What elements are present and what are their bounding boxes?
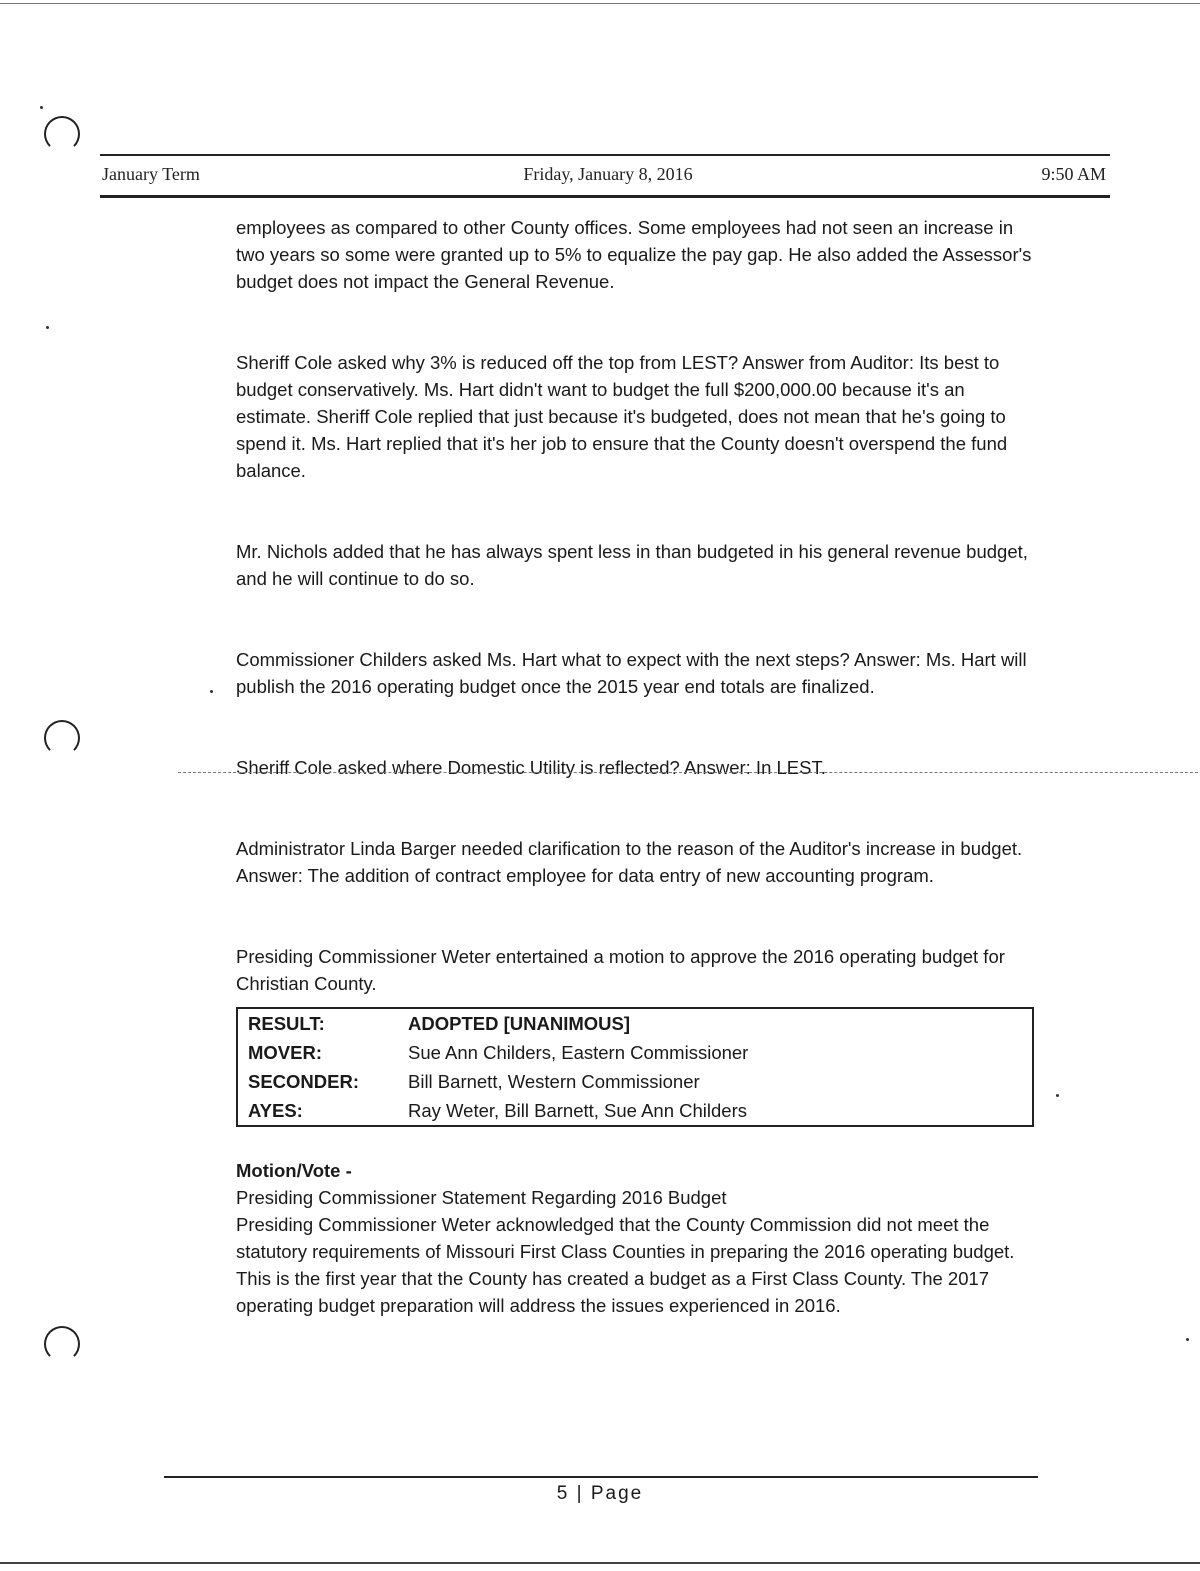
minutes-body xyxy=(236,214,1036,1319)
vote-result-table xyxy=(236,1007,1034,1127)
header-date: Friday, January 8, 2016 xyxy=(523,164,693,184)
table-row xyxy=(237,1096,1033,1126)
paragraph-assessor-budget: employees as compared to other County offices. Some employees had not seen an increase in two years so some were granted up to 5% to equalize the pay gap. He also added the Assessor's budget does not impact the General Revenue. xyxy=(236,217,1032,292)
mover-value: Sue Ann Childers, Eastern Commissioner xyxy=(408,1042,749,1063)
scan-speck xyxy=(46,326,49,329)
result-value: ADOPTED [UNANIMOUS] xyxy=(408,1013,630,1034)
ayes-label: AYES: xyxy=(248,1100,303,1121)
ayes-value: Ray Weter, Bill Barnett, Sue Ann Childers xyxy=(408,1100,747,1121)
paragraph-barger: Administrator Linda Barger needed clarification to the reason of the Auditor's increase in budget. Answer: The addition of contract employee for data entry of new accounting program. xyxy=(236,838,1023,886)
seconder-label: SECONDER: xyxy=(248,1071,360,1092)
punch-hole-top xyxy=(44,116,80,152)
scan-speck xyxy=(1186,1338,1189,1341)
motion-heading: Motion/Vote - xyxy=(236,1160,352,1181)
table-row xyxy=(237,1067,1033,1096)
paragraph-childers: Commissioner Childers asked Ms. Hart what to expect with the next steps? Answer: Ms. Hart will publish the 2016 operating budget once the 2015 year end totals are finalized. xyxy=(236,649,1027,697)
header-rule-top xyxy=(100,154,1110,156)
motion-body: Presiding Commissioner Weter acknowledged that the County Commission did not meet the statutory requirements of Missouri First Class Counties in preparing the 2016 operating budget. This is the first year that the County has created a budget as a First Class County. The 2017 operating budget preparation will address the issues experienced in 2016. xyxy=(236,1214,1015,1316)
page-number: 5 | Page xyxy=(556,1483,644,1504)
footer-rule xyxy=(164,1476,1038,1478)
seconder-value: Bill Barnett, Western Commissioner xyxy=(408,1071,700,1092)
paragraph-domestic-utility: Sheriff Cole asked where Domestic Utility is reflected? Answer: In LEST. xyxy=(236,757,826,778)
paragraph-nichols: Mr. Nichols added that he has always spent less in than budgeted in his general revenue budget, and he will continue to do so. xyxy=(236,541,1028,589)
mover-label: MOVER: xyxy=(248,1042,322,1063)
table-row xyxy=(237,1008,1033,1038)
paragraph-motion-intro: Presiding Commissioner Weter entertained a motion to approve the 2016 operating budget for Christian County. xyxy=(236,946,1005,994)
table-row xyxy=(237,1038,1033,1067)
header-term: January Term xyxy=(102,164,200,184)
punch-hole-middle xyxy=(44,720,80,756)
scan-edge-top xyxy=(0,3,1200,4)
motion-title: Presiding Commissioner Statement Regarding 2016 Budget xyxy=(236,1187,727,1208)
scan-speck xyxy=(1056,1094,1059,1097)
scan-speck xyxy=(210,690,213,693)
result-label: RESULT: xyxy=(248,1013,325,1034)
scan-edge-bottom xyxy=(0,1562,1200,1564)
scan-artifact-dashes xyxy=(178,772,1198,775)
scan-speck xyxy=(40,106,43,109)
punch-hole-bottom xyxy=(44,1326,80,1362)
header-rule-bottom xyxy=(100,195,1110,198)
header-time: 9:50 AM xyxy=(1041,164,1106,184)
paragraph-sheriff-lest: Sheriff Cole asked why 3% is reduced off the top from LEST? Answer from Auditor: Its best to budget conservatively. Ms. Hart didn't want to budget the full $200,000.00 because it's an estimate. Sheriff Cole replied that just because it's budgeted, does not mean that he's going to spend it. Ms. Hart replied that it's her job to ensure that the County doesn't overspend the fund balance. xyxy=(236,352,1008,481)
